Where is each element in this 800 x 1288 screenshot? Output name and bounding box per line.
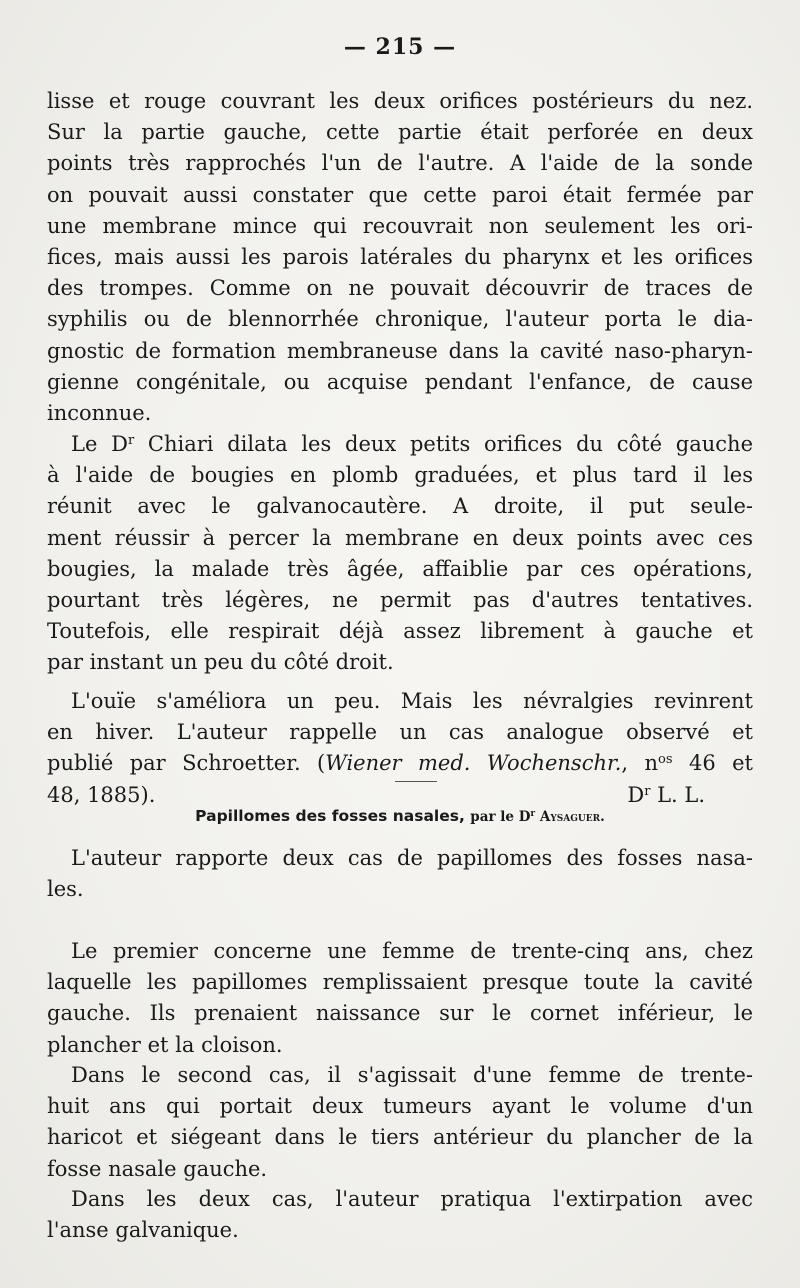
text-line: laquelle les papillomes remplissaient presque toute la cavité <box>47 970 753 995</box>
author-name: Aysaguer. <box>539 809 605 825</box>
paragraph-second-case <box>47 1060 753 1185</box>
paragraph-conclusion <box>47 1184 753 1246</box>
text-line: ment réussir à percer la membrane en deux points avec ces <box>47 525 753 550</box>
text-line: huit ans qui portait deux tumeurs ayant le volume d'un <box>47 1094 753 1119</box>
text-fragment: par le D <box>470 809 531 825</box>
journal-title: Wiener med. Wochenschr. <box>325 751 622 776</box>
text-line: l'anse galvanique. <box>47 1218 239 1243</box>
text-line: lisse et rouge couvrant les deux orifices postérieurs du nez. <box>47 89 753 113</box>
text-line: plancher et la cloison. <box>47 1032 283 1057</box>
text-fragment: D <box>627 782 645 807</box>
text-line: réunit avec le galvanocautère. A droite, il put seule- <box>47 494 753 519</box>
text-line: Dans le second cas, il s'agissait d'une femme de trente- <box>71 1063 753 1087</box>
section-title <box>0 807 800 825</box>
text-line: fices, mais aussi les parois latérales du pharynx et les orifices <box>47 244 753 269</box>
text-fragment: L. L. <box>650 782 705 807</box>
section-divider <box>395 781 437 782</box>
text-line: Sur la partie gauche, cette partie était perforée en deux <box>47 120 753 145</box>
text-line: des trompes. Comme on ne pouvait découvrir de traces de <box>47 276 753 301</box>
text-line: les. <box>47 877 84 902</box>
text-line: bougies, la malade très âgée, affaiblie par ces opérations, <box>47 556 753 581</box>
text-fragment: 46 et <box>672 751 753 776</box>
paragraph-ouie <box>47 686 753 811</box>
section-heading: Papillomes des fosses nasales, <box>195 807 465 825</box>
text-line: une membrane mince qui recouvrait non seulement les ori- <box>47 213 753 238</box>
text-line: gauche. Ils prenaient naissance sur le cornet inférieur, le <box>47 1001 753 1026</box>
text-line: syphilis ou de blennorrhée chronique, l'auteur porta le dia- <box>47 307 753 332</box>
text-line: pourtant très légères, ne permit pas d'autres tentatives. <box>47 587 753 612</box>
text-line: par instant un peu du côté droit. <box>47 650 394 675</box>
section-author <box>470 809 605 825</box>
text-fragment: Chiari dilata les deux petits orifices du côté gauche <box>134 432 753 456</box>
text-fragment: publié par Schroetter. ( <box>47 751 326 776</box>
text-fragment: 48, 1885). <box>47 782 156 807</box>
text-line: gienne congénitale, ou acquise pendant l'enfance, de cause <box>47 369 753 394</box>
superscript: r <box>127 433 135 448</box>
text-line: on pouvait aussi constater que cette paroi était fermée par <box>47 182 753 207</box>
text-line <box>47 429 753 460</box>
text-line: inconnue. <box>47 400 152 425</box>
text-line: points très rapprochés l'un de l'autre. A l'aide de la sonde <box>47 151 753 176</box>
text-line: Dans les deux cas, l'auteur pratiqua l'extirpation avec <box>71 1187 753 1211</box>
text-fragment: , n <box>621 751 659 776</box>
paragraph-chiari <box>47 429 753 679</box>
text-line: fosse nasale gauche. <box>47 1156 268 1181</box>
text-fragment: Le D <box>71 432 128 456</box>
paragraph-continuation <box>47 86 753 429</box>
text-line: haricot et siégeant dans le tiers antérieur du plancher de la <box>47 1125 753 1150</box>
superscript: os <box>658 752 673 768</box>
text-line <box>47 748 753 779</box>
superscript: r <box>530 809 536 819</box>
text-line: Toutefois, elle respirait déjà assez librement à gauche et <box>47 619 753 644</box>
superscript: r <box>644 783 651 799</box>
paragraph-intro <box>47 843 753 905</box>
text-line: L'auteur rapporte deux cas de papillomes des fosses nasa- <box>71 846 753 870</box>
page-number: — 215 — <box>343 34 457 60</box>
text-line: L'ouïe s'améliora un peu. Mais les névralgies revinrent <box>71 689 753 713</box>
paragraph-first-case <box>47 936 753 1061</box>
text-line: en hiver. L'auteur rappelle un cas analogue observé et <box>47 720 753 745</box>
text-line: gnostic de formation membraneuse dans la cavité naso-pharyn- <box>47 338 753 363</box>
text-line: Le premier concerne une femme de trente-cinq ans, chez <box>71 939 753 963</box>
text-line: à l'aide de bougies en plomb graduées, et plus tard il les <box>47 463 753 488</box>
